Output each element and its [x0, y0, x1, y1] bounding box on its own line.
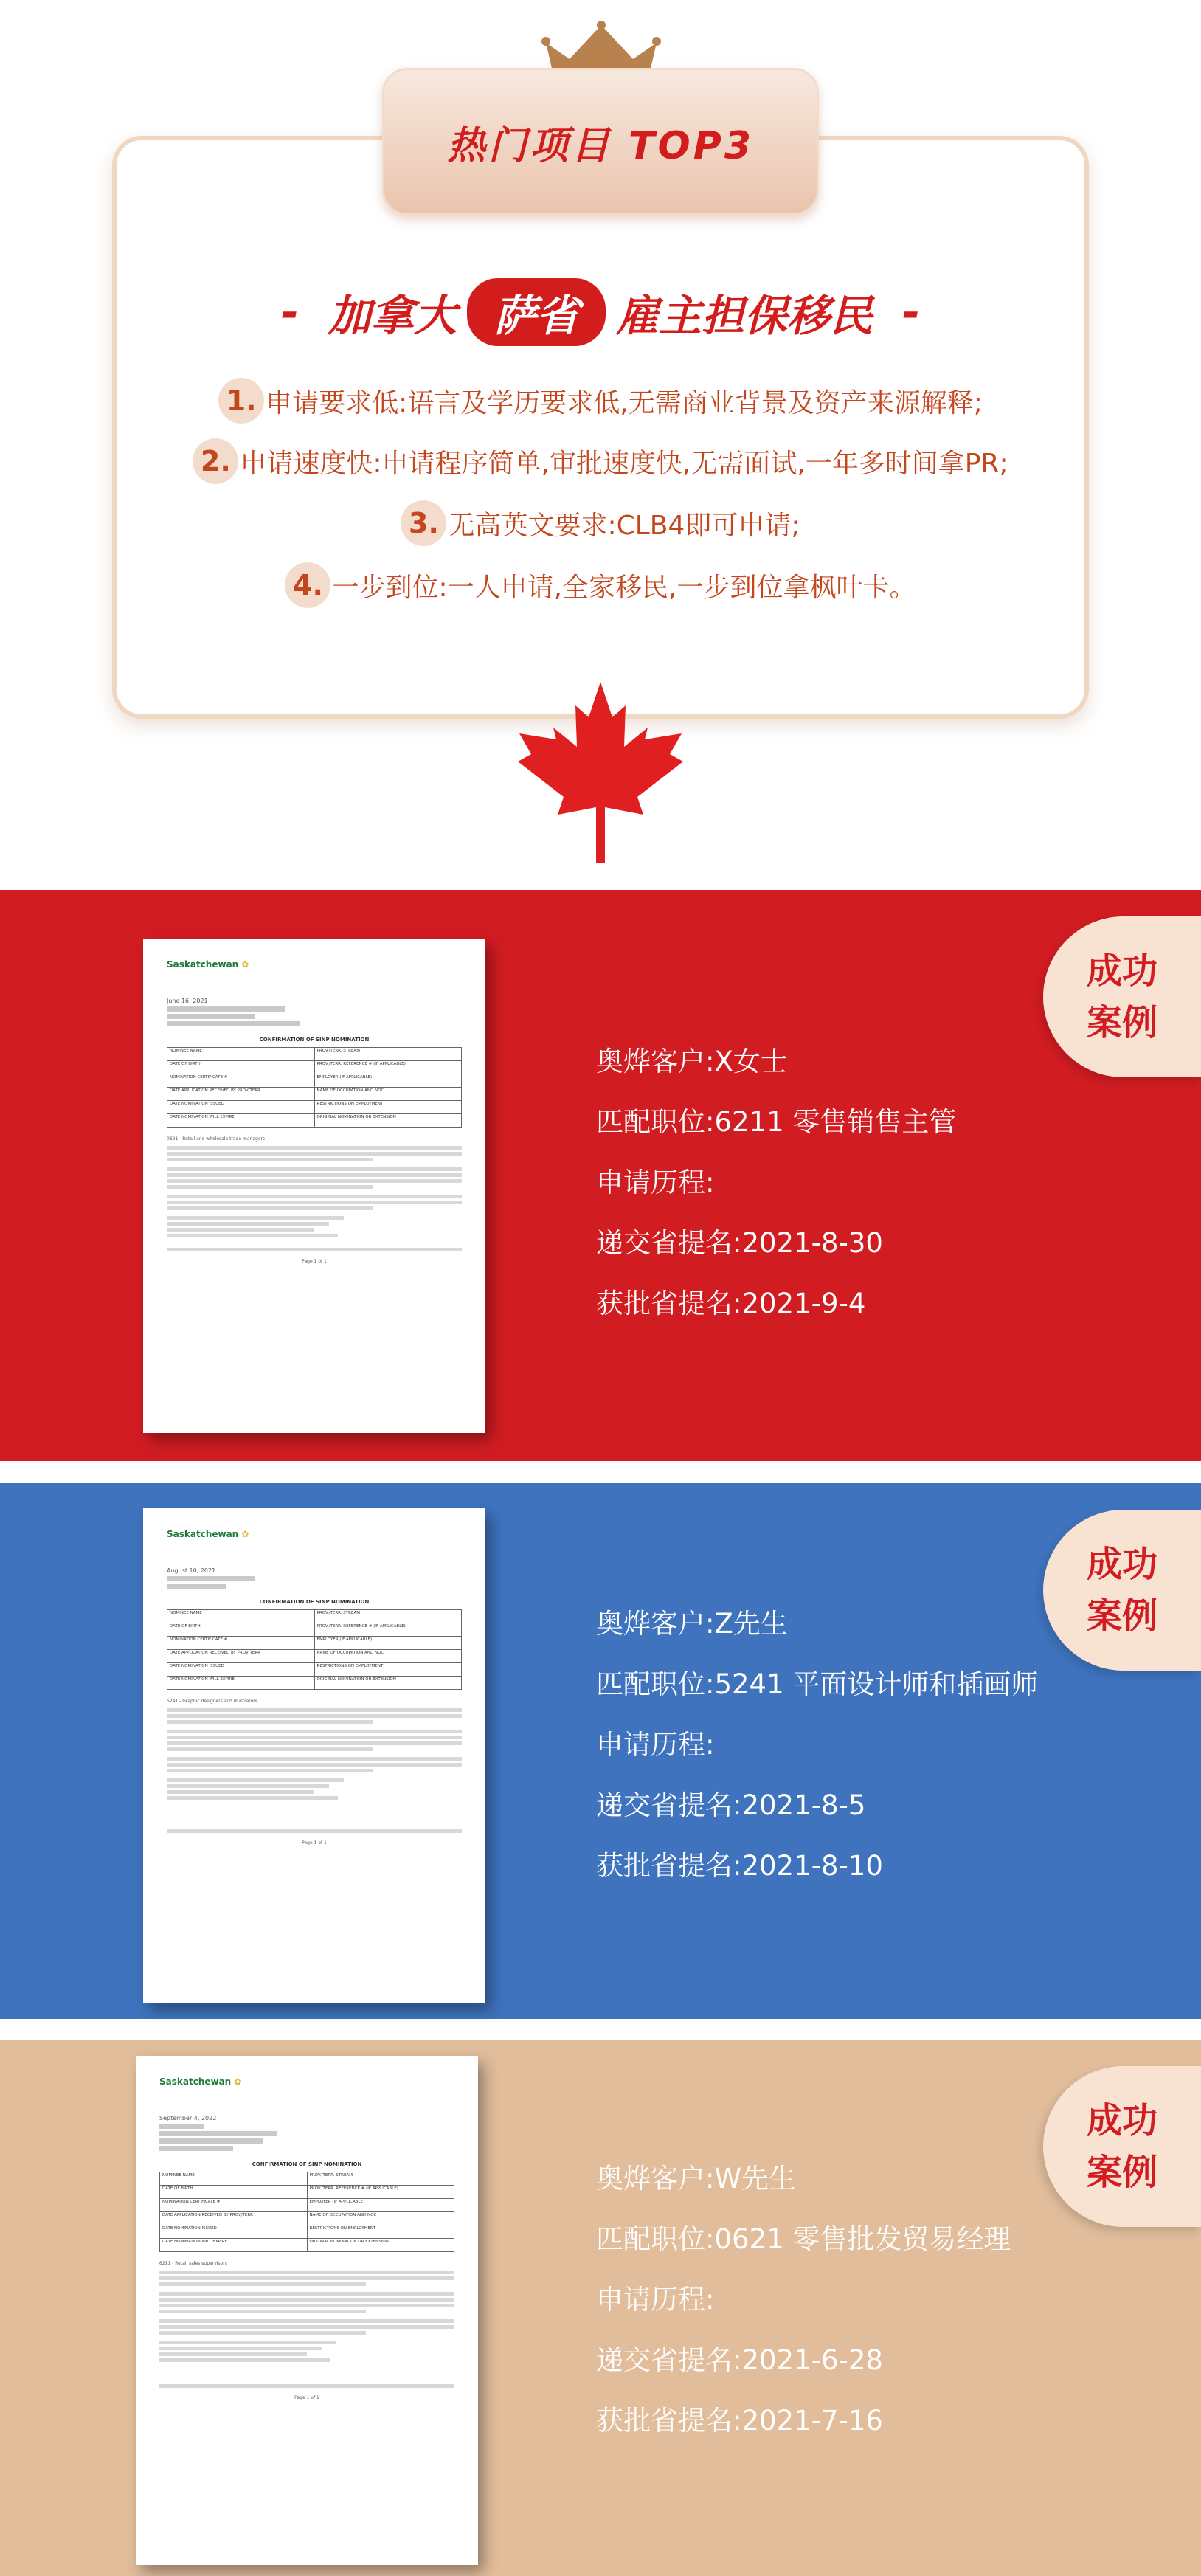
intro-card	[112, 136, 1089, 719]
nomination-table: NOMINEE NAME PROV./TERR. STREAM DATE OF BIRTH PROV./TERR. REFERENCE # (IF APPLICABLE) NOMINATION CERTIFICATE # EMPLOYER (IF APPLICABLE) DATE APPLICATION RECEIVED BY PROV/TERR NAME OF OCCUPATION AND NOC DATE NOMINATION ISSUED RESTRICTIONS ON EMPLOYMENT DATE NOMINATION WILL EXPIRE ORIGINAL NOMINATION OR EXTENSION	[159, 2172, 454, 2252]
number-badge: 1.	[218, 378, 264, 424]
submitted-date: 递交省提名:2021-8-5	[596, 1789, 866, 1821]
nomination-document: Saskatchewan ✿ September 4, 2022 CONFIRMATION OF SINP NOMINATION NOMINEE NAME PROV./TERR. STREAM DATE OF BIRTH PROV./TERR. REFERENCE # (IF APPLICABLE) NOMINATION CERTIFICATE # EMPLOYER (IF APPLICABLE) DATE APPLICATION RECEIVED BY PROV/TERR NAME OF OCCUPATION AND NOC DATE NOMINATION ISSUED RESTRICTIONS ON EMPLOYMENT DATE NOMINATION WILL EXPIRE ORIGINAL NOMINATION OR EXTENSION 6211 - Retail sales supervisors Page 1 of 1	[136, 2056, 478, 2565]
case-info	[596, 1032, 956, 1334]
case-section-1	[0, 890, 1201, 1461]
client-name: 奥烨客户:W先生	[596, 2163, 797, 2195]
requirement-item: 4. 一步到位:一人申请,全家移民,一步到位拿枫叶卡。	[112, 559, 1089, 611]
number-badge: 4.	[285, 562, 330, 608]
nomination-document: Saskatchewan ✿ June 16, 2021 CONFIRMATION OF SINP NOMINATION NOMINEE NAME PROV./TERR. STREAM DATE OF BIRTH PROV./TERR. REFERENCE # (IF APPLICABLE) NOMINATION CERTIFICATE # EMPLOYER (IF APPLICABLE) DATE APPLICATION RECEIVED BY PROV/TERR NAME OF OCCUPATION AND NOC DATE NOMINATION ISSUED RESTRICTIONS ON EMPLOYMENT DATE NOMINATION WILL EXPIRE ORIGINAL NOMINATION OR EXTENSION 0621 - Retail and wholesale trade managers Page 1 of 1	[143, 939, 485, 1433]
nomination-table: NOMINEE NAME PROV./TERR. STREAM DATE OF BIRTH PROV./TERR. REFERENCE # (IF APPLICABLE) NOMINATION CERTIFICATE # EMPLOYER (IF APPLICABLE) DATE APPLICATION RECEIVED BY PROV/TERR NAME OF OCCUPATION AND NOC DATE NOMINATION ISSUED RESTRICTIONS ON EMPLOYMENT DATE NOMINATION WILL EXPIRE ORIGINAL NOMINATION OR EXTENSION	[167, 1047, 462, 1128]
requirement-item: 2. 申请速度快:申请程序简单,审批速度快,无需面试,一年多时间拿PR;	[112, 435, 1089, 487]
case-info	[596, 2149, 1011, 2451]
matched-position: 匹配职位:5241 平面设计师和插画师	[596, 1668, 1039, 1700]
requirement-item: 3. 无高英文要求:CLB4即可申请;	[112, 497, 1089, 549]
approved-date: 获批省提名:2021-7-16	[596, 2405, 883, 2437]
top-banner	[382, 68, 819, 215]
matched-position: 匹配职位:0621 零售批发贸易经理	[596, 2223, 1011, 2255]
history-label: 申请历程:	[596, 1729, 715, 1761]
number-badge: 3.	[401, 500, 446, 546]
approved-date: 获批省提名:2021-8-10	[596, 1850, 883, 1882]
banner-title: 热门项目 TOP3	[446, 123, 755, 168]
success-case-badge: 成功 案例	[1043, 2066, 1201, 2227]
success-case-badge: 成功 案例	[1043, 1510, 1201, 1671]
submitted-date: 递交省提名:2021-6-28	[596, 2344, 883, 2376]
approved-date: 获批省提名:2021-9-4	[596, 1288, 866, 1319]
maple-leaf-icon	[513, 679, 688, 863]
case-info	[596, 1594, 1038, 1896]
case-section-2	[0, 1483, 1201, 2019]
submitted-date: 递交省提名:2021-8-30	[596, 1227, 883, 1259]
history-label: 申请历程:	[596, 2284, 715, 2316]
case-section-3	[0, 2040, 1201, 2576]
headline-right: 雇主担保移民	[616, 291, 873, 341]
nomination-document: Saskatchewan ✿ August 10, 2021 CONFIRMATION OF SINP NOMINATION NOMINEE NAME PROV./TERR. STREAM DATE OF BIRTH PROV./TERR. REFERENCE # (IF APPLICABLE) NOMINATION CERTIFICATE # EMPLOYER (IF APPLICABLE) DATE APPLICATION RECEIVED BY PROV/TERR NAME OF OCCUPATION AND NOC DATE NOMINATION ISSUED RESTRICTIONS ON EMPLOYMENT DATE NOMINATION WILL EXPIRE ORIGINAL NOMINATION OR EXTENSION 5241 - Graphic designers and illustrators Page 1 of 1	[143, 1508, 485, 2003]
matched-position: 匹配职位:6211 零售销售主管	[596, 1106, 957, 1138]
headline-pill: 萨省	[467, 278, 606, 346]
client-name: 奥烨客户:X女士	[596, 1046, 788, 1077]
saskatchewan-logo: Saskatchewan ✿	[167, 959, 249, 970]
history-label: 申请历程:	[596, 1167, 715, 1198]
saskatchewan-logo: Saskatchewan ✿	[159, 2076, 242, 2087]
number-badge: 2.	[193, 438, 238, 484]
success-case-badge: 成功 案例	[1043, 916, 1201, 1077]
headline-left: 加拿大	[328, 291, 457, 341]
nomination-table: NOMINEE NAME PROV./TERR. STREAM DATE OF BIRTH PROV./TERR. REFERENCE # (IF APPLICABLE) NOMINATION CERTIFICATE # EMPLOYER (IF APPLICABLE) DATE APPLICATION RECEIVED BY PROV/TERR NAME OF OCCUPATION AND NOC DATE NOMINATION ISSUED RESTRICTIONS ON EMPLOYMENT DATE NOMINATION WILL EXPIRE ORIGINAL NOMINATION OR EXTENSION	[167, 1609, 462, 1690]
saskatchewan-logo: Saskatchewan ✿	[167, 1529, 249, 1539]
headline: - 加拿大 萨省 雇主担保移民 -	[112, 279, 1089, 345]
requirement-item: 1. 申请要求低:语言及学历要求低,无需商业背景及资产来源解释;	[112, 375, 1089, 427]
client-name: 奥烨客户:Z先生	[596, 1608, 788, 1640]
